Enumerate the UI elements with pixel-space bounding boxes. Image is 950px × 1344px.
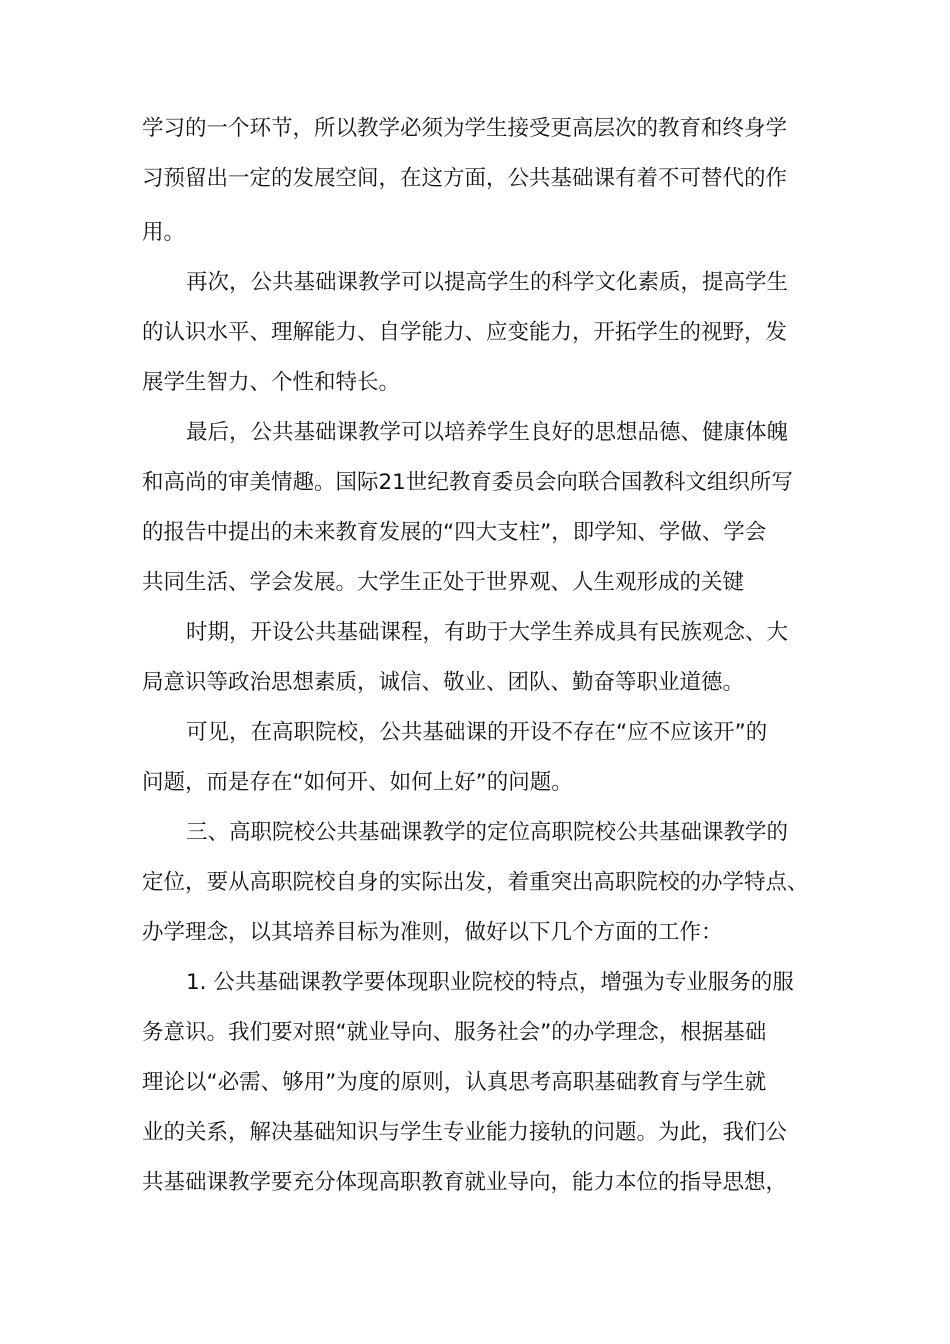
text-line: 学习的一个环节，所以教学必须为学生接受更高层次的教育和终身学	[142, 116, 788, 141]
text-line: 1. 公共基础课教学要体现职业院校的特点，增强为专业服务的服	[186, 970, 794, 995]
text-line: 展学生智力、个性和特长。	[142, 370, 401, 395]
text-line: 习预留出一定的发展空间，在这方面，公共基础课有着不可替代的作	[142, 166, 788, 191]
text-line: 三、高职院校公共基础课教学的定位高职院校公共基础课教学的	[186, 820, 789, 845]
text-line: 和高尚的审美情趣。国际21世纪教育委员会向联合国教科文组织所写	[142, 470, 793, 495]
text-line: 用。	[142, 220, 186, 245]
text-line: 可见，在高职院校，公共基础课的开设不存在“应不应该开”的	[186, 720, 768, 745]
text-line: 务意识。我们要对照“就业导向、服务社会”的办学理念，根据基础	[142, 1020, 767, 1045]
text-line: 的报告中提出的未来教育发展的“四大支柱”，即学知、学做、学会	[142, 520, 767, 545]
text-line: 时期，开设公共基础课程，有助于大学生养成具有民族观念、大	[186, 620, 789, 645]
text-line: 业的关系，解决基础知识与学生专业能力接轨的问题。为此，我们公	[142, 1120, 788, 1145]
text-line: 理论以“必需、够用”为度的原则，认真思考高职基础教育与学生就	[142, 1070, 767, 1095]
text-line: 再次，公共基础课教学可以提高学生的科学文化素质，提高学生	[186, 270, 789, 295]
text-line: 定位，要从高职院校自身的实际出发，着重突出高职院校的办学特点、	[142, 870, 809, 895]
text-line: 共基础课教学要充分体现高职教育就业导向，能力本位的指导思想，	[142, 1170, 788, 1195]
text-line: 问题，而是存在“如何开、如何上好”的问题。	[142, 770, 573, 795]
text-line: 最后，公共基础课教学可以培养学生良好的思想品德、健康体魄	[186, 420, 789, 445]
text-line: 的认识水平、理解能力、自学能力、应变能力，开拓学生的视野，发	[142, 320, 788, 345]
text-line: 共同生活、学会发展。大学生正处于世界观、人生观形成的关键	[142, 570, 745, 595]
text-line: 局意识等政治思想素质，诚信、敬业、团队、勤奋等职业道德。	[142, 670, 745, 695]
text-line: 办学理念，以其培养目标为准则，做好以下几个方面的工作：	[142, 920, 723, 945]
